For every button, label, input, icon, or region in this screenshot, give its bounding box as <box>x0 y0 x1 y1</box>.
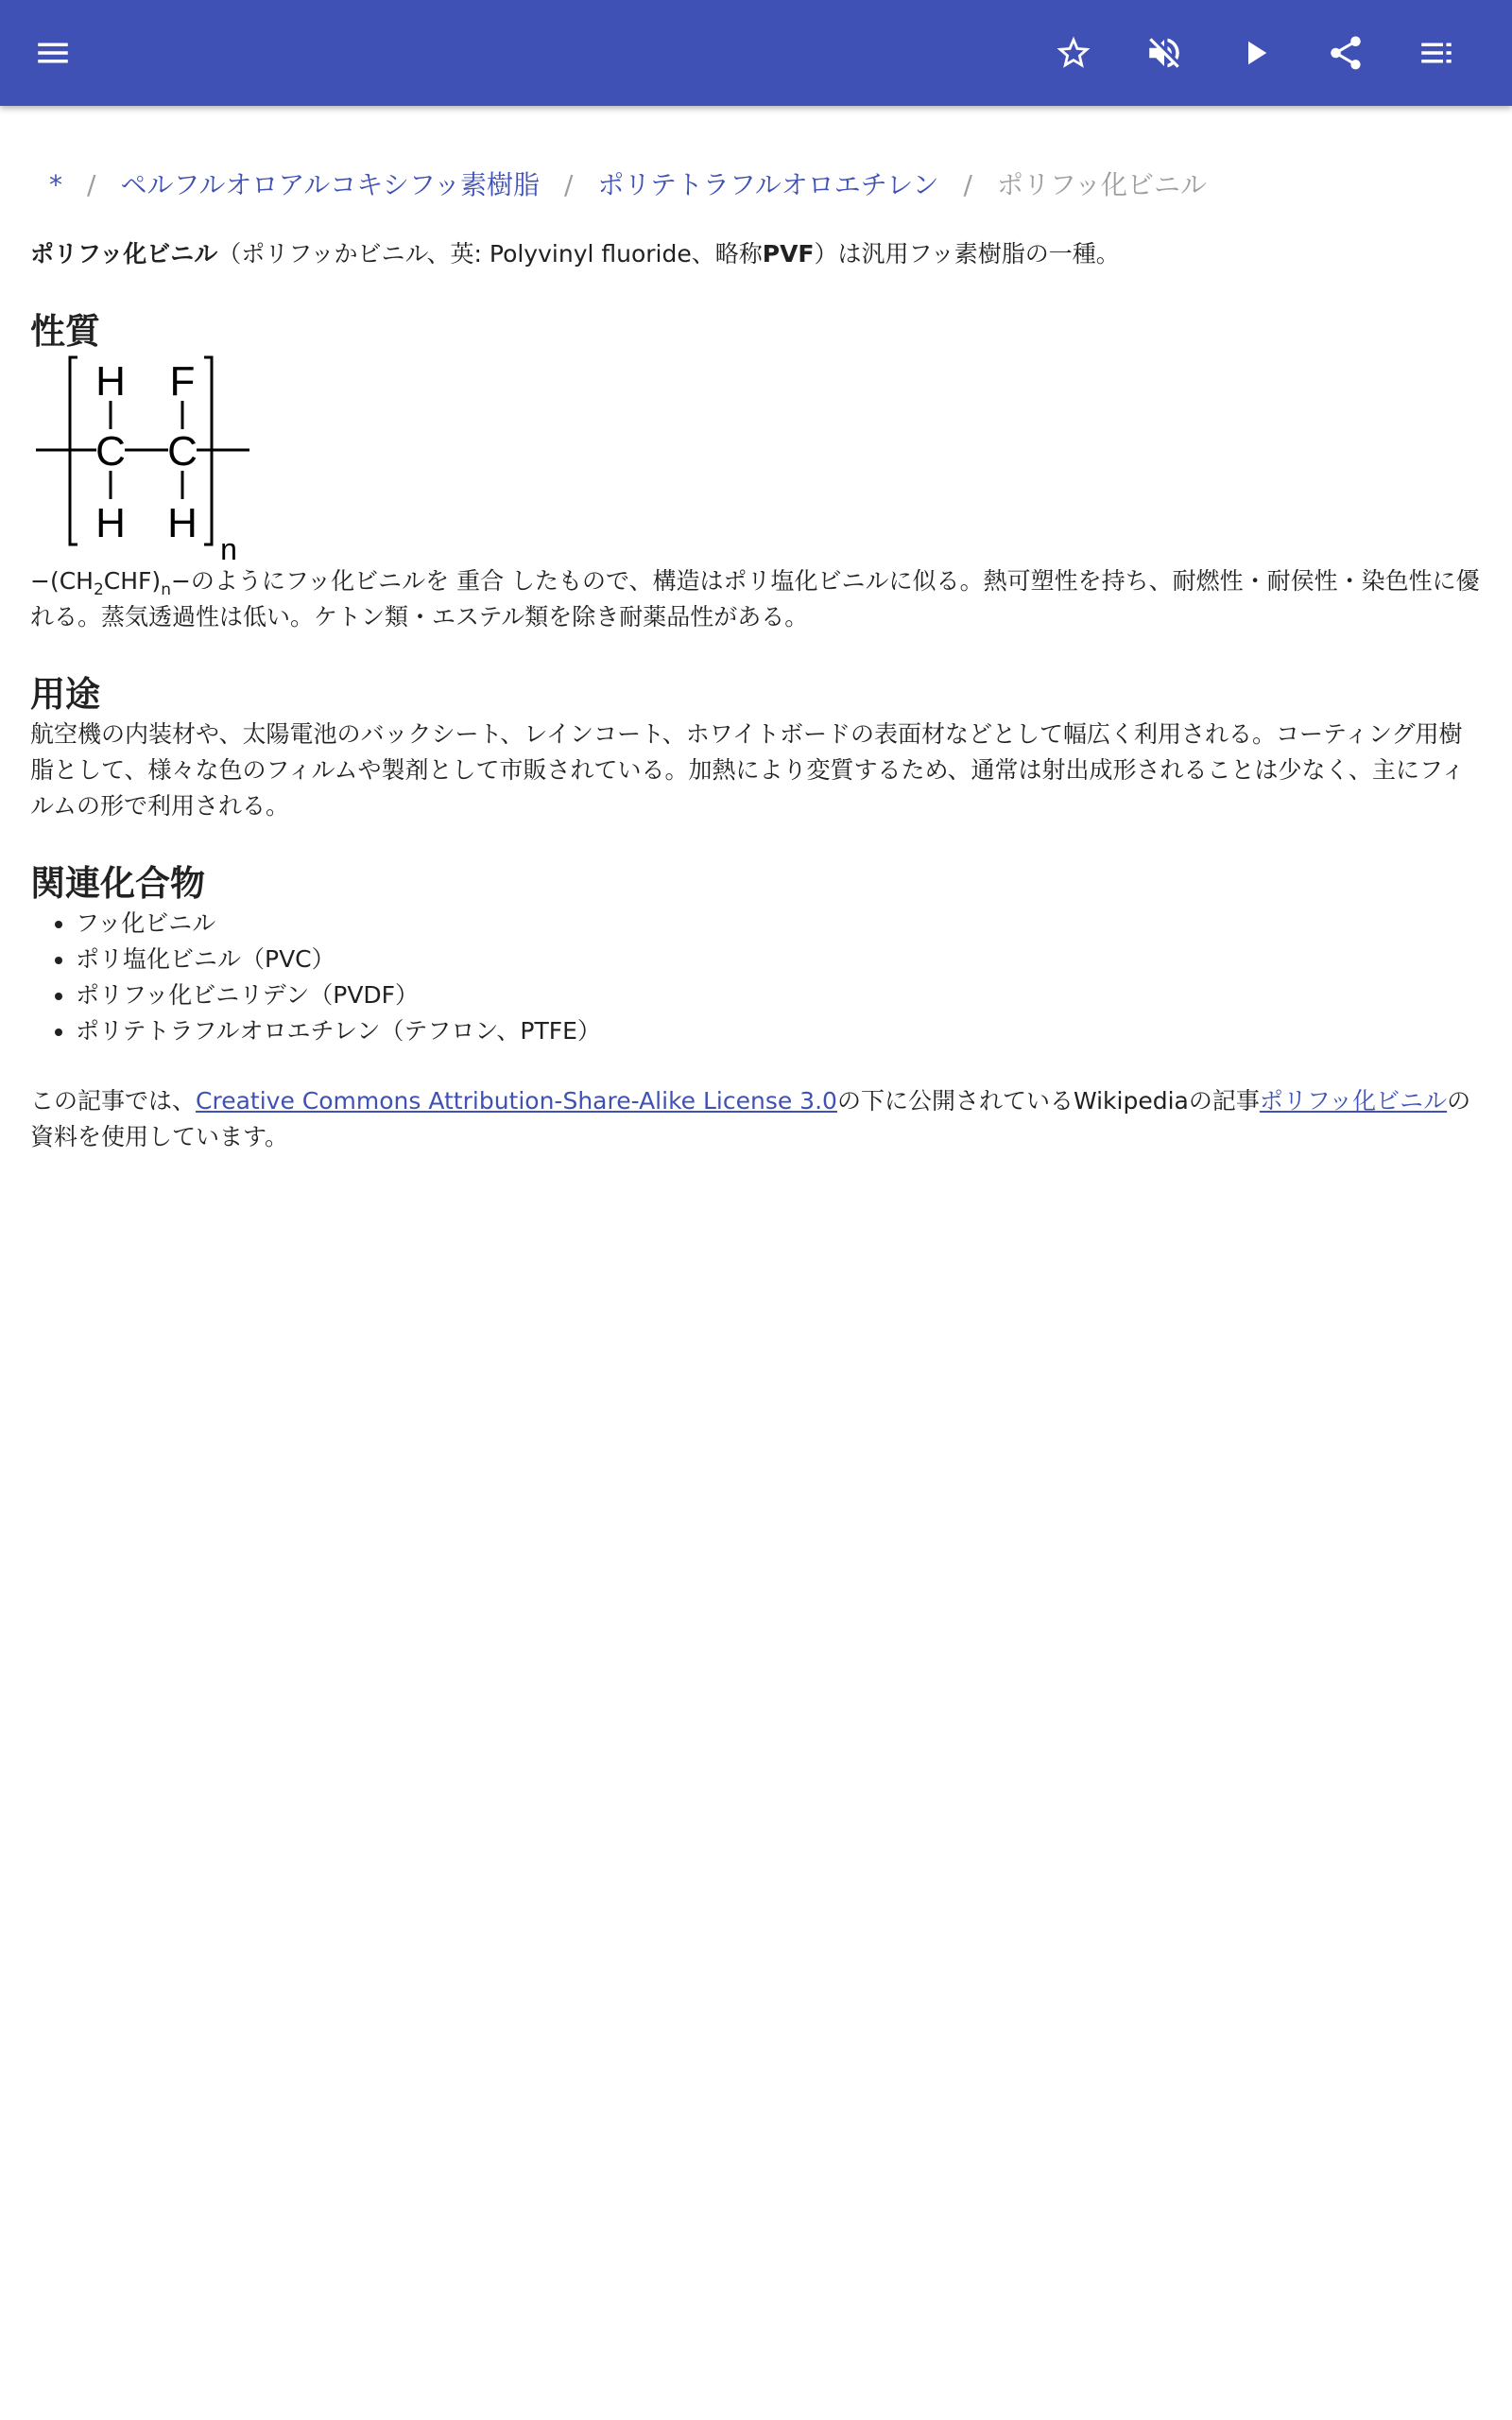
license-text: この記事では、 <box>30 1087 197 1115</box>
play-icon <box>1235 33 1275 73</box>
list-item: • ポリ塩化ビニル（PVC） <box>76 942 1486 977</box>
atom-label: C <box>95 428 126 475</box>
breadcrumb-item-root[interactable]: * <box>49 169 62 200</box>
list-item: • ポリテトラフルオロエチレン（テフロン、PTFE） <box>76 1013 1486 1049</box>
license-text: の資料を使用しています。 <box>30 1087 1471 1150</box>
formula-text: −(CH <box>30 567 94 595</box>
breadcrumb-separator: / <box>963 169 972 200</box>
heading-related: 関連化合物 <box>30 863 205 904</box>
license-text: の下に公開されているWikipediaの記事 <box>836 1087 1260 1115</box>
mute-button[interactable] <box>1134 23 1194 83</box>
repeat-subscript: n <box>220 532 237 563</box>
atom-label: C <box>167 428 198 475</box>
intro-text: ）は汎用フッ素樹脂の一種。 <box>814 240 1120 268</box>
breadcrumb-current: ポリフッ化ビニル <box>996 169 1207 200</box>
heading-properties: 性質 <box>30 311 100 352</box>
star-outline-icon <box>1054 33 1093 73</box>
contents-button[interactable] <box>1406 23 1467 83</box>
properties-text: −のようにフッ化ビニルを 重合 したもので、構造はポリ塩化ビニルに似る。熱可塑性を持ち、耐燃性・耐侯性・染色性に優れる。蒸気透過性は低い。ケトン類・エステル類を除き耐薬品性がある。 <box>30 567 1480 631</box>
list-item: • ポリフッ化ビニリデン（PVDF） <box>76 977 1486 1013</box>
breadcrumb-separator: / <box>87 169 96 200</box>
breadcrumb-separator: / <box>563 169 574 200</box>
article-content <box>30 236 1486 1155</box>
atom-label: F <box>169 358 196 405</box>
intro-paragraph <box>30 236 1486 272</box>
article-abbr: PVF <box>762 240 815 268</box>
breadcrumb-item-pfa[interactable]: ペルフルオロアルコキシフッ素樹脂 <box>120 169 540 200</box>
favorite-button[interactable] <box>1043 23 1104 83</box>
article-name: ポリフッ化ビニル <box>30 240 218 268</box>
formula-subscript: n <box>161 580 171 599</box>
properties-paragraph <box>30 563 1486 635</box>
menu-button[interactable] <box>23 23 83 83</box>
atom-label: H <box>95 500 126 546</box>
play-button[interactable] <box>1225 23 1285 83</box>
license-paragraph <box>30 1083 1486 1155</box>
formula-text: CHF) <box>103 567 162 595</box>
breadcrumb-item-ptfe[interactable]: ポリテトラフルオロエチレン <box>597 169 939 200</box>
atom-label: H <box>167 500 198 546</box>
breadcrumb <box>49 166 1207 204</box>
share-button[interactable] <box>1315 23 1376 83</box>
list-item: • フッ化ビニル <box>76 906 1486 942</box>
share-icon <box>1326 33 1366 73</box>
uses-paragraph: 航空機の内装材や、太陽電池のバックシート、レインコート、ホワイトボードの表面材などとして幅広く利用される。コーティング用樹脂として、様々な色のフィルムや製剤として市販されている。加熱により変質するため、通常は射出成形されることは少なく、主にフィルムの形で利用される。 <box>30 720 1466 820</box>
formula-subscript: 2 <box>93 580 104 599</box>
license-link[interactable]: Creative Commons Attribution-Share-Alike License 3.0 <box>196 1087 837 1115</box>
playlist-icon <box>1417 33 1456 73</box>
related-list <box>30 906 1486 1049</box>
menu-icon <box>33 33 73 73</box>
atom-label: H <box>95 358 126 405</box>
source-article-link[interactable]: ポリフッ化ビニル <box>1259 1087 1448 1115</box>
structure-diagram <box>34 354 261 563</box>
heading-uses: 用途 <box>30 674 100 715</box>
intro-text: （ポリフッかビニル、英: Polyvinyl fluoride、略称 <box>217 240 763 268</box>
app-bar <box>0 0 1512 106</box>
volume-off-icon <box>1144 33 1184 73</box>
